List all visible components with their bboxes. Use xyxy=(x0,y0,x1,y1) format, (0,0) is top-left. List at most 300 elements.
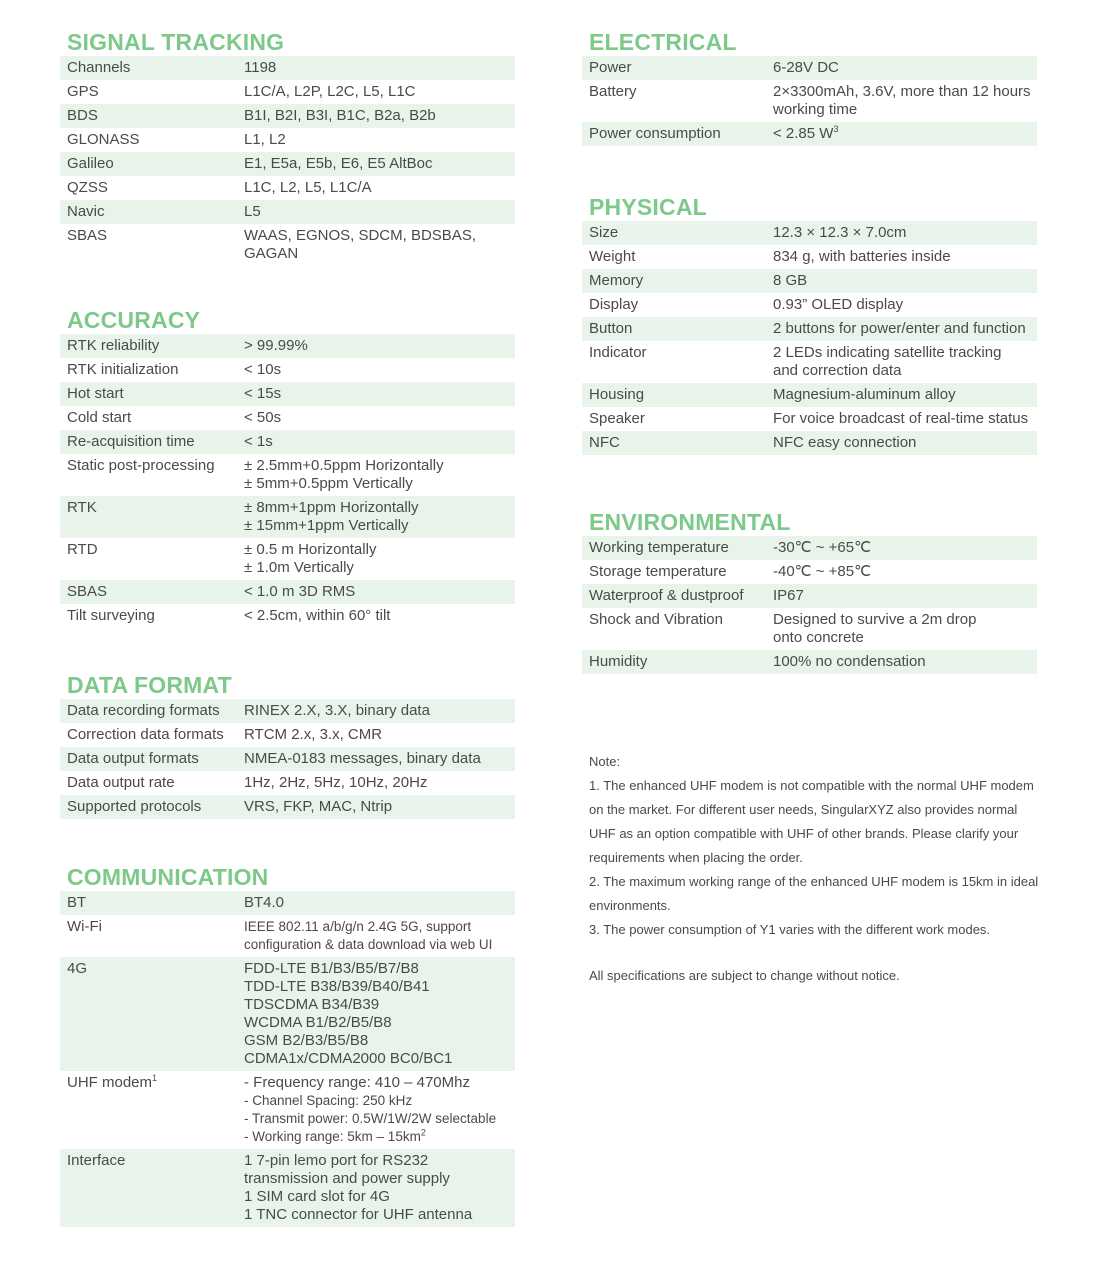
spec-value-text: 1 7-pin lemo port for RS232 xyxy=(244,1152,429,1169)
spec-value-text: Designed to survive a 2m drop xyxy=(773,611,977,628)
spec-value-line xyxy=(244,361,515,379)
spec-value-text: > 99.99% xyxy=(244,337,308,354)
spec-value-line xyxy=(244,1050,515,1068)
spec-value-line xyxy=(244,798,515,816)
spec-value-text: ± 1.0m Vertically xyxy=(244,559,354,576)
spec-value-line xyxy=(773,629,1037,647)
spec-value-text: - Transmit power: 0.5W/1W/2W selectable xyxy=(244,1111,497,1126)
spec-value xyxy=(773,410,1037,428)
spec-value xyxy=(773,248,1037,266)
spec-value xyxy=(773,587,1037,605)
spec-label-text: Data output rate xyxy=(67,774,175,791)
spec-label-text: Weight xyxy=(589,248,636,265)
spec-value-line xyxy=(773,611,1037,629)
spec-value-text: 100% no condensation xyxy=(773,653,926,670)
spec-value xyxy=(244,607,515,625)
spec-value xyxy=(773,344,1037,380)
spec-label xyxy=(60,750,244,768)
spec-value xyxy=(773,296,1037,314)
spec-value-text: FDD-LTE B1/B3/B5/B7/B8 xyxy=(244,960,419,977)
spec-label xyxy=(582,611,773,647)
spec-value-line xyxy=(773,434,1037,452)
spec-value-text: BT4.0 xyxy=(244,894,285,911)
spec-value-text: < 2.85 W xyxy=(773,125,834,142)
section-title: COMMUNICATION xyxy=(67,864,269,890)
spec-value-text: 1 TNC connector for UHF antenna xyxy=(244,1206,473,1223)
spec-label xyxy=(582,344,773,380)
spec-row xyxy=(582,584,1037,608)
spec-value xyxy=(244,409,515,427)
spec-row xyxy=(60,723,515,747)
spec-row xyxy=(60,224,515,266)
spec-value xyxy=(244,1152,515,1224)
spec-label-text: Power xyxy=(589,59,632,76)
spec-value-line xyxy=(244,337,515,355)
spec-value-line xyxy=(244,978,515,996)
spec-value xyxy=(244,227,515,263)
spec-row xyxy=(60,604,515,628)
spec-label xyxy=(60,179,244,197)
spec-value xyxy=(244,960,515,1068)
spec-value-line xyxy=(244,583,515,601)
spec-label-text: Speaker xyxy=(589,410,645,427)
spec-row xyxy=(582,56,1037,80)
spec-value-line xyxy=(244,1170,515,1188)
spec-value-line xyxy=(244,894,515,912)
spec-value xyxy=(773,539,1037,557)
environmental-section xyxy=(582,508,1037,674)
spec-label xyxy=(60,227,244,263)
spec-value-text: RTCM 2.x, 3.x, CMR xyxy=(244,726,383,743)
note-1: 1. The enhanced UHF modem is not compatible with the normal UHF modem on the market. For different user needs, SingularXYZ also provides normal UHF as an option compatible with UHF of other brands. Please clarify your requirements when placing the order. xyxy=(589,778,1034,865)
spec-value-text: 1 SIM card slot for 4G xyxy=(244,1188,390,1205)
spec-value-line xyxy=(244,774,515,792)
spec-value xyxy=(244,361,515,379)
spec-value-text: configuration & data download via web UI xyxy=(244,937,493,952)
spec-value-line xyxy=(244,1152,515,1170)
spec-label-text: Interface xyxy=(67,1152,126,1169)
spec-value-line xyxy=(244,457,515,475)
spec-label-text: UHF modem xyxy=(67,1074,153,1091)
spec-label xyxy=(60,583,244,601)
spec-label-text: Display xyxy=(589,296,639,313)
spec-value-text: -40℃ ~ +85℃ xyxy=(773,563,871,580)
spec-label-text: Memory xyxy=(589,272,644,289)
spec-label xyxy=(60,1152,244,1224)
section-title: ACCURACY xyxy=(67,307,201,333)
spec-value-line xyxy=(244,1092,515,1110)
spec-value xyxy=(244,337,515,355)
spec-label-text: Shock and Vibration xyxy=(589,611,723,628)
spec-label-text: Working temperature xyxy=(589,539,729,556)
spec-label-text: Wi-Fi xyxy=(67,918,102,935)
spec-row xyxy=(582,341,1037,383)
spec-value-line xyxy=(244,1032,515,1050)
spec-value xyxy=(244,702,515,720)
spec-value-line xyxy=(773,386,1037,404)
spec-label-text: Hot start xyxy=(67,385,124,402)
notes xyxy=(589,750,1044,988)
spec-value-line xyxy=(773,101,1037,119)
spec-value-line xyxy=(244,541,515,559)
spec-label-text: BT xyxy=(67,894,87,911)
spec-value-line xyxy=(773,59,1037,77)
spec-label xyxy=(582,563,773,581)
spec-value-text: WAAS, EGNOS, SDCM, BDSBAS, xyxy=(244,227,476,244)
spec-value-text: and correction data xyxy=(773,362,902,379)
spec-row xyxy=(582,293,1037,317)
notes-heading: Note: xyxy=(589,754,621,769)
spec-value-text: TDSCDMA B34/B39 xyxy=(244,996,380,1013)
spec-row xyxy=(582,560,1037,584)
spec-value xyxy=(773,611,1037,647)
spec-value-text: NFC easy connection xyxy=(773,434,917,451)
spec-value xyxy=(244,541,515,577)
spec-value xyxy=(244,726,515,744)
spec-row xyxy=(60,915,515,957)
spec-label xyxy=(60,541,244,577)
spec-label-text: QZSS xyxy=(67,179,108,196)
spec-value-text: 2×3300mAh, 3.6V, more than 12 hours xyxy=(773,83,1031,100)
spec-row xyxy=(60,80,515,104)
spec-label xyxy=(582,386,773,404)
spec-value-text: NMEA-0183 messages, binary data xyxy=(244,750,481,767)
spec-value xyxy=(244,918,515,954)
spec-value-line xyxy=(773,320,1037,338)
note-2: 2. The maximum working range of the enhanced UHF modem is 15km in ideal environments. xyxy=(589,874,1039,913)
spec-value-line xyxy=(773,653,1037,671)
spec-row xyxy=(60,152,515,176)
spec-value-text: ± 8mm+1ppm Horizontally xyxy=(244,499,419,516)
spec-label xyxy=(582,410,773,428)
spec-label-text: Data output formats xyxy=(67,750,199,767)
spec-row xyxy=(60,176,515,200)
spec-row xyxy=(60,699,515,723)
spec-value xyxy=(244,131,515,149)
spec-value xyxy=(244,1074,515,1146)
spec-row xyxy=(60,957,515,1071)
spec-label-text: RTK xyxy=(67,499,97,516)
spec-label xyxy=(60,726,244,744)
spec-value-text: For voice broadcast of real-time status xyxy=(773,410,1029,427)
footnote-marker: 2 xyxy=(420,1127,426,1138)
spec-value-line xyxy=(773,224,1037,242)
spec-row xyxy=(60,334,515,358)
spec-label xyxy=(582,296,773,314)
spec-value xyxy=(244,774,515,792)
spec-row xyxy=(582,221,1037,245)
section-title: ELECTRICAL xyxy=(589,29,737,55)
spec-label-text: Waterproof & dustproof xyxy=(589,587,744,604)
spec-value-line xyxy=(773,563,1037,581)
spec-label xyxy=(582,587,773,605)
spec-value-line xyxy=(773,272,1037,290)
spec-value xyxy=(244,750,515,768)
spec-label xyxy=(60,107,244,125)
spec-value xyxy=(773,386,1037,404)
spec-row xyxy=(582,245,1037,269)
spec-value-text: Magnesium-aluminum alloy xyxy=(773,386,956,403)
spec-label-text: GLONASS xyxy=(67,131,140,148)
spec-label xyxy=(60,607,244,625)
spec-value xyxy=(244,59,515,77)
spec-label xyxy=(60,960,244,1068)
spec-label-text: Static post-processing xyxy=(67,457,215,474)
section-title: ENVIRONMENTAL xyxy=(589,509,791,535)
electrical-section xyxy=(582,28,1037,146)
spec-label-text: SBAS xyxy=(67,583,108,600)
spec-value-line xyxy=(773,539,1037,557)
spec-value-text: GAGAN xyxy=(244,245,299,262)
spec-label xyxy=(60,131,244,149)
spec-value-text: L1, L2 xyxy=(244,131,286,148)
spec-value-text: working time xyxy=(773,101,858,118)
spec-value-text: WCDMA B1/B2/B5/B8 xyxy=(244,1014,392,1031)
spec-label xyxy=(582,125,773,143)
spec-label xyxy=(60,798,244,816)
spec-label-text: Channels xyxy=(67,59,131,76)
spec-value-text: 2 buttons for power/enter and function xyxy=(773,320,1026,337)
spec-value xyxy=(244,107,515,125)
spec-value-line xyxy=(773,125,1037,143)
spec-value-line xyxy=(244,918,515,936)
spec-value-line xyxy=(773,362,1037,380)
spec-row xyxy=(60,56,515,80)
spec-value-text: 2 LEDs indicating satellite tracking xyxy=(773,344,1002,361)
spec-value-text: B1I, B2I, B3I, B1C, B2a, B2b xyxy=(244,107,436,124)
spec-label xyxy=(60,203,244,221)
spec-value-line xyxy=(244,499,515,517)
spec-row xyxy=(582,122,1037,146)
spec-label xyxy=(60,361,244,379)
spec-value xyxy=(773,59,1037,77)
spec-value xyxy=(244,179,515,197)
spec-label-text: Correction data formats xyxy=(67,726,224,743)
spec-value xyxy=(244,203,515,221)
spec-label-text: Re-acquisition time xyxy=(67,433,195,450)
spec-label-text: Humidity xyxy=(589,653,648,670)
spec-row xyxy=(60,496,515,538)
spec-row xyxy=(582,650,1037,674)
spec-row xyxy=(60,747,515,771)
spec-value-text: - Channel Spacing: 250 kHz xyxy=(244,1093,413,1108)
spec-value-line xyxy=(773,344,1037,362)
spec-row xyxy=(60,430,515,454)
physical-section xyxy=(582,193,1037,455)
spec-value-text: IP67 xyxy=(773,587,804,604)
spec-label-text: Button xyxy=(589,320,633,337)
spec-value xyxy=(773,224,1037,242)
spec-label xyxy=(582,83,773,119)
spec-value-line xyxy=(244,155,515,173)
spec-value-text: L1C, L2, L5, L1C/A xyxy=(244,179,372,196)
spec-label-text: NFC xyxy=(589,434,620,451)
spec-value-text: < 1.0 m 3D RMS xyxy=(244,583,356,600)
spec-label-text: Indicator xyxy=(589,344,647,361)
spec-label-text: Tilt surveying xyxy=(67,607,155,624)
spec-value xyxy=(773,320,1037,338)
footnote-marker: 3 xyxy=(833,124,839,134)
spec-label xyxy=(582,434,773,452)
spec-value-line xyxy=(773,248,1037,266)
spec-row xyxy=(60,104,515,128)
spec-value-text: CDMA1x/CDMA2000 BC0/BC1 xyxy=(244,1050,453,1067)
spec-value-line xyxy=(244,726,515,744)
section-title: PHYSICAL xyxy=(589,194,707,220)
spec-label-text: GPS xyxy=(67,83,99,100)
spec-value-text: 834 g, with batteries inside xyxy=(773,248,951,265)
spec-value-line xyxy=(244,179,515,197)
spec-value-line xyxy=(244,960,515,978)
spec-value-text: < 10s xyxy=(244,361,282,378)
spec-value-line xyxy=(244,131,515,149)
spec-value-line xyxy=(244,702,515,720)
spec-value-line xyxy=(244,475,515,493)
spec-value xyxy=(244,798,515,816)
accuracy-section xyxy=(60,306,515,628)
spec-value-line xyxy=(773,587,1037,605)
spec-label xyxy=(582,224,773,242)
spec-value-text: RINEX 2.X, 3.X, binary data xyxy=(244,702,430,719)
spec-label-text: BDS xyxy=(67,107,98,124)
spec-value-line xyxy=(244,83,515,101)
spec-label-text: Power consumption xyxy=(589,125,721,142)
spec-label xyxy=(60,433,244,451)
spec-value-line xyxy=(244,59,515,77)
section-title: DATA FORMAT xyxy=(67,672,232,698)
spec-value-line xyxy=(244,385,515,403)
spec-row xyxy=(60,1149,515,1227)
spec-value-line xyxy=(244,607,515,625)
spec-value xyxy=(773,83,1037,119)
spec-label-text: 4G xyxy=(67,960,88,977)
spec-value-text: VRS, FKP, MAC, Ntrip xyxy=(244,798,393,815)
spec-row xyxy=(582,608,1037,650)
spec-value-text: 6-28V DC xyxy=(773,59,839,76)
spec-value-text: onto concrete xyxy=(773,629,864,646)
footnote-marker: 1 xyxy=(152,1073,158,1083)
spec-value-text: 1198 xyxy=(244,59,277,76)
spec-label xyxy=(582,653,773,671)
spec-row xyxy=(60,891,515,915)
spec-label-text: SBAS xyxy=(67,227,108,244)
spec-value-text: L5 xyxy=(244,203,261,220)
spec-value-line xyxy=(773,83,1037,101)
spec-label xyxy=(582,539,773,557)
spec-value xyxy=(244,385,515,403)
spec-row xyxy=(582,383,1037,407)
spec-label xyxy=(60,774,244,792)
spec-value xyxy=(244,499,515,535)
spec-value-text: < 1s xyxy=(244,433,273,450)
spec-row xyxy=(582,269,1037,293)
spec-label xyxy=(60,409,244,427)
spec-label xyxy=(60,499,244,535)
spec-value-text: L1C/A, L2P, L2C, L5, L1C xyxy=(244,83,416,100)
spec-value-text: E1, E5a, E5b, E6, E5 AltBoc xyxy=(244,155,433,172)
spec-label-text: Size xyxy=(589,224,619,241)
spec-row xyxy=(60,200,515,224)
spec-label xyxy=(582,272,773,290)
spec-value-line xyxy=(244,433,515,451)
spec-value xyxy=(244,155,515,173)
spec-value-line xyxy=(244,1110,515,1128)
spec-label-text: RTK initialization xyxy=(67,361,179,378)
spec-value xyxy=(773,563,1037,581)
spec-label xyxy=(582,320,773,338)
spec-value-line xyxy=(244,245,515,263)
signal-tracking-section xyxy=(60,28,515,266)
spec-label-text: Storage temperature xyxy=(589,563,727,580)
spec-value-text: 1Hz, 2Hz, 5Hz, 10Hz, 20Hz xyxy=(244,774,428,791)
spec-value-text: < 50s xyxy=(244,409,282,426)
spec-value-text: -30℃ ~ +65℃ xyxy=(773,539,871,556)
spec-value xyxy=(244,583,515,601)
spec-value xyxy=(244,83,515,101)
spec-label xyxy=(60,918,244,954)
spec-value-text: < 2.5cm, within 60° tilt xyxy=(244,607,391,624)
spec-value xyxy=(773,125,1037,143)
spec-row xyxy=(60,538,515,580)
spec-value xyxy=(773,272,1037,290)
spec-row xyxy=(582,536,1037,560)
spec-row xyxy=(60,771,515,795)
spec-value xyxy=(773,653,1037,671)
spec-value-line xyxy=(244,409,515,427)
spec-label xyxy=(60,457,244,493)
spec-row xyxy=(60,358,515,382)
spec-row xyxy=(60,406,515,430)
spec-value-text: ± 15mm+1ppm Vertically xyxy=(244,517,409,534)
spec-value-line xyxy=(244,1074,515,1092)
spec-label xyxy=(60,385,244,403)
spec-value-line xyxy=(244,517,515,535)
spec-value-text: ± 5mm+0.5ppm Vertically xyxy=(244,475,413,492)
spec-value-line xyxy=(244,1206,515,1224)
spec-value-text: - Working range: 5km – 15km xyxy=(244,1129,421,1144)
spec-row xyxy=(60,795,515,819)
spec-row xyxy=(60,1071,515,1149)
spec-value-line xyxy=(244,1128,515,1146)
spec-value xyxy=(773,434,1037,452)
spec-value-text: 8 GB xyxy=(773,272,808,289)
spec-value-line xyxy=(244,1014,515,1032)
spec-label xyxy=(60,59,244,77)
spec-label-text: Data recording formats xyxy=(67,702,220,719)
section-title: SIGNAL TRACKING xyxy=(67,29,285,55)
spec-value-line xyxy=(244,996,515,1014)
spec-label xyxy=(582,59,773,77)
spec-value-line xyxy=(244,1188,515,1206)
spec-label xyxy=(60,702,244,720)
spec-value-line xyxy=(244,203,515,221)
spec-value-line xyxy=(244,936,515,954)
spec-label-text: Housing xyxy=(589,386,645,403)
spec-label xyxy=(582,248,773,266)
spec-label-text: Galileo xyxy=(67,155,114,172)
spec-value xyxy=(244,457,515,493)
spec-value xyxy=(244,894,515,912)
spec-value-line xyxy=(773,410,1037,428)
spec-label xyxy=(60,1074,244,1146)
spec-row xyxy=(582,317,1037,341)
spec-value-text: GSM B2/B3/B5/B8 xyxy=(244,1032,369,1049)
communication-section xyxy=(60,863,515,1227)
spec-label-text: Navic xyxy=(67,203,105,220)
spec-row xyxy=(582,80,1037,122)
spec-label xyxy=(60,83,244,101)
spec-row xyxy=(60,580,515,604)
